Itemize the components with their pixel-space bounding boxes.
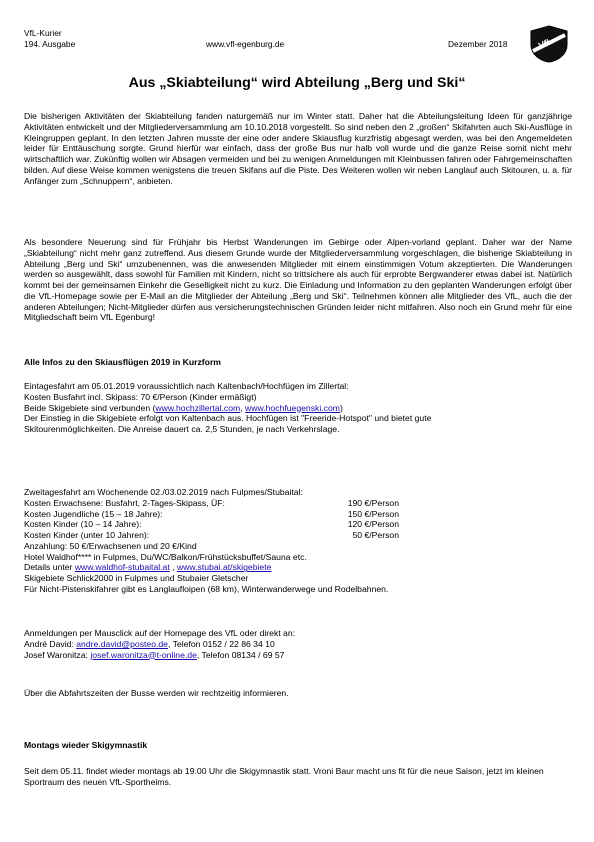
andre-email-link[interactable]: andre.david@posteo.de [76,638,168,649]
stubai-link[interactable]: www.stubai.at/skigebiete [176,562,272,573]
hotel-line: Hotel Waldhof**** in Fulpmes, Du/WC/Balkon/Frühstücksbuffet/Sauna etc. [24,551,307,562]
article-title: Aus „Skiabteilung“ wird Abteilung „Berg und Ski“ [128,75,466,91]
hiking-paragraph: Als besondere Neuerung sind für Frühjahr bis Herbst Wanderungen im Gebirge oder Alpen-vorland geplant. Daher war der Name „Skiabteilung“ nicht mehr ganz zutreffend. Aus diesem Grunde wurde der Mitgliederversammlung vorgeschlagen, die bisherige Skiabteilung in Abteilung „Berg und Ski“ umzubenennen, was die anwesenden Mitglieder mit einem einstimmigen Votum akzeptierten. Die Wanderungen werden so ausgewählt, dass sowohl für Familien mit Kindern, nicht so trittsichere als auch für erprobte Bergwanderer etwas dabei ist. Natürlich kommt bei der gemeinsamen Einkehr die Geselligkeit nicht zu kurz. Die Einladung und Information zu den geplanten Wanderungen erfolgt über die VfL-Homepage sowie per E-Mail an die Mitglieder der Abteilung „Berg und Ski“. Teilnehmen können alle Mitglieder des VfL, auch die der anderen Abteilungen; Nicht-Mitglieder dürfen aus versicherungstechnischen Gründen leider nicht mitfahren. Also noch ein Grund mehr für eine Mitgliedschaft beim VfL Egenburg! [24,237,572,323]
josef-email-link[interactable]: josef.waronitza@t-online.de [90,649,197,660]
contact-name: André David: [24,638,77,649]
cost-row-small-children [24,530,572,541]
contact-andre [24,639,572,650]
ski-areas-line: Skigebiete Schlick2000 in Fulpmes und Stubaier Gletscher [24,573,249,583]
contact-phone: , Telefon 08134 / 69 57 [196,649,285,660]
links-prefix: Beide Skigebiete sind verbunden ( [24,402,156,413]
weekend-trip-info [24,487,572,595]
deposit-line: Anzahlung: 50 €/Erwachsenen und 20 €/Kind [24,540,197,551]
cost-amount: 50 €/Person [352,530,399,540]
details-line [24,562,572,573]
non-skiers-line: Für Nicht-Pistenskifahrer gibt es Langlaufloipen (68 km), Winterwanderwege und Rodelbahnen. [24,583,389,594]
details-separator: , [169,562,177,573]
issue-number: 194. Ausgabe [24,39,76,49]
links-suffix: ) [339,402,343,413]
day-trip-info [24,381,572,435]
details-prefix: Details unter [24,562,75,573]
vfl-logo [529,25,569,63]
links-separator: , [240,402,246,413]
contact-phone: , Telefon 0152 / 22 86 34 10 [167,638,275,649]
ski-trips-heading: Alle Infos zu den Skiausflügen 2019 in Kurzform [24,357,221,367]
day-trip-travel: Skitourenmöglichkeiten. Die Anreise dauert ca. 2,5 Stunden, je nach Verkehrslage. [24,424,340,434]
cost-amount: 150 €/Person [347,508,399,519]
cost-label: Kosten Erwachsene: Busfahrt, 2-Tages-Skipass, ÜF: [24,497,225,508]
header-left [24,28,75,50]
cost-amount: 120 €/Person [347,519,399,530]
cost-row-youth [24,509,572,520]
intro-paragraph: Die bisherigen Aktivitäten der Skiabteilung fanden naturgemäß nur im Winter statt. Daher hat die Abteilungsleitung Ideen für ganzjährige Aktivitäten entwickelt und der Mitgliederversammlung am 10.10.2018 vorgestellt. So sind neben den 2 „großen“ Skifahrten auch Ski-Ausflüge in Kleingruppen geplant. In den letzten Jahren musste der eine oder andere Skiausflug kurzfristig abgesagt werden, was bei den Angemeldeten leider für Enttäuschung sorgte. Grund hierfür war einfach, dass der große Bus nur halb voll wurde und die ganze Reise somit nicht mehr wirtschaftlich war. Zukünftig wollen wir Absagen vermeiden und bei zu wenigen Anmeldungen mit Kleinbussen fahren oder Fahrgemeinschaften bilden. Auf diese Weise kommen wenigstens die treuen Skifans auf die Piste. Des Weiteren wollen wir neben Langlauf auch Skitouren, u. a. für Anfänger zum „Schnuppern“, anbieten. [24,111,572,186]
cost-label: Kosten Kinder (unter 10 Jahren): [24,530,150,540]
ski-gymnastics-text: Seit dem 05.11. findet wieder montags ab 19.00 Uhr die Skigymnastik statt. Vroni Baur macht uns fit für die neue Saison, jetzt im kleinen Sportraum des neuen VfL-Sportheims. [24,766,544,787]
day-trip-links-line [24,403,572,414]
registration-line: Anmeldungen per Mausclick auf der Homepage des VfL oder direkt an: [24,628,296,638]
day-trip-entry: Der Einstieg in die Skigebiete erfolgt von Kaltenbach aus. Hochfügen ist "Freeride-Hotspot" und bietet gute [24,413,432,424]
cost-label: Kosten Jugendliche (15 – 18 Jahre): [24,508,163,519]
cost-row-children [24,519,572,530]
registration-info [24,628,572,660]
departure-note: Über die Abfahrtszeiten der Busse werden wir rechtzeitig informieren. [24,688,289,698]
hochzillertal-link[interactable]: www.hochzillertal.com [155,402,241,413]
header-date: Dezember 2018 [448,39,508,49]
cost-row-adults [24,498,572,509]
svg-text:VfL: VfL [536,35,555,51]
cost-label: Kosten Kinder (10 – 14 Jahre): [24,519,142,530]
cost-amount: 190 €/Person [347,497,399,508]
weekend-trip-line: Zweitagesfahrt am Wochenende 02./03.02.2019 nach Fulpmes/Stubaital: [24,487,303,497]
ski-gymnastics-heading: Montags wieder Skigymnastik [24,740,148,750]
header-website: www.vfl-egenburg.de [206,39,285,49]
publication-name: VfL-Kurier [24,28,62,38]
day-trip-cost: Kosten Busfahrt incl. Skipass: 70 €/Person (Kinder ermäßigt) [24,391,257,402]
hochfuegenski-link[interactable]: www.hochfuegenski.com [245,402,340,413]
waldhof-link[interactable]: www.waldhof-stubaital.at [74,562,170,573]
day-trip-line: Eintagesfahrt am 05.01.2019 voraussichtlich nach Kaltenbach/Hochfügen im Zillertal: [24,381,349,391]
contact-josef [24,650,572,661]
contact-name: Josef Waronitza: [24,649,91,660]
